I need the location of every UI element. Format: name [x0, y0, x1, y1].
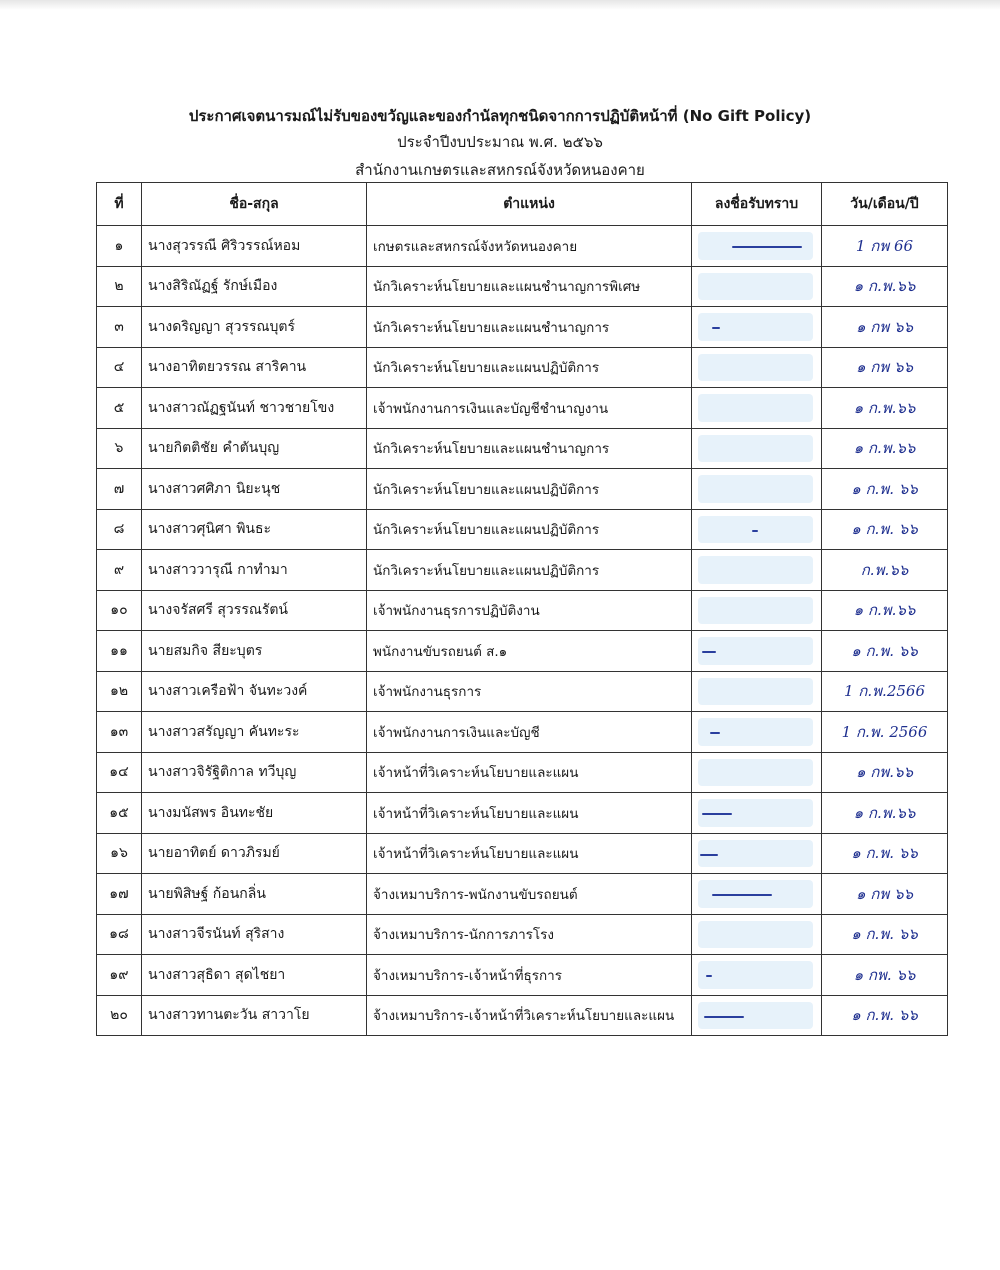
row-position: พนักงานขับรถยนต์ ส.๑	[367, 631, 692, 672]
row-position: จ้างเหมาบริการ-เจ้าหน้าที่วิเคราะห์นโยบายและแผน	[367, 995, 692, 1036]
redacted-signature	[698, 961, 813, 989]
row-number: ๕	[97, 388, 142, 429]
redacted-signature	[698, 435, 813, 463]
row-date: ๑ ก.พ.๖๖	[822, 793, 948, 834]
row-name: นายกิตติชัย คำตันบุญ	[142, 428, 367, 469]
signature-stroke	[702, 651, 716, 653]
row-date: 1 ก.พ.2566	[822, 671, 948, 712]
row-number: ๑๑	[97, 631, 142, 672]
row-number: ๑๕	[97, 793, 142, 834]
row-signature	[692, 388, 822, 429]
row-date: ก.พ.๖๖	[822, 550, 948, 591]
table-row	[97, 266, 948, 307]
row-signature	[692, 874, 822, 915]
table-row	[97, 631, 948, 672]
signature-stroke	[702, 813, 732, 815]
row-number: ๔	[97, 347, 142, 388]
row-number: ๑๐	[97, 590, 142, 631]
row-signature	[692, 469, 822, 510]
row-name: นางสาวสุธิดา สุดไชยา	[142, 955, 367, 996]
signature-stroke	[710, 732, 720, 734]
row-date: ๑ ก.พ.๖๖	[822, 266, 948, 307]
row-number: ๑๙	[97, 955, 142, 996]
row-name: นางอาทิตยวรรณ สาริคาน	[142, 347, 367, 388]
row-date: ๑ กพ. ๖๖	[822, 955, 948, 996]
document-title: ประกาศเจตนารมณ์ไม่รับของขวัญและของกำนัลทุกชนิดจากการปฏิบัติหน้าที่ (No Gift Policy)	[188, 107, 812, 125]
redacted-signature	[698, 678, 813, 706]
row-position: นักวิเคราะห์นโยบายและแผนชำนาญการ	[367, 307, 692, 348]
redacted-signature	[698, 921, 813, 949]
table-row	[97, 833, 948, 874]
row-date: ๑ ก.พ.๖๖	[822, 388, 948, 429]
row-number: ๑๗	[97, 874, 142, 915]
table-row	[97, 955, 948, 996]
table-row	[97, 550, 948, 591]
row-signature	[692, 226, 822, 267]
row-name: นางสาวจีรนันท์ สุริสาง	[142, 914, 367, 955]
row-number: ๙	[97, 550, 142, 591]
row-signature	[692, 671, 822, 712]
row-position: เจ้าพนักงานการเงินและบัญชีชำนาญงาน	[367, 388, 692, 429]
row-name: นางสาวสรัญญา คันทะระ	[142, 712, 367, 753]
table-row	[97, 388, 948, 429]
row-name: นางสาวเครือฟ้า จันทะวงค์	[142, 671, 367, 712]
row-position: นักวิเคราะห์นโยบายและแผนชำนาญการพิเศษ	[367, 266, 692, 307]
signature-stroke	[752, 530, 758, 532]
row-number: ๑๒	[97, 671, 142, 712]
header-name: ชื่อ-สกุล	[142, 183, 367, 226]
table-row	[97, 752, 948, 793]
row-name: นายพิสิษฐ์ ก้อนกลิ่น	[142, 874, 367, 915]
row-signature	[692, 266, 822, 307]
redacted-signature	[698, 556, 813, 584]
row-name: นางดริญญา สุวรรณบุตร์	[142, 307, 367, 348]
row-signature	[692, 914, 822, 955]
row-date: ๑ กพ ๖๖	[822, 874, 948, 915]
table-row	[97, 347, 948, 388]
redacted-signature	[698, 759, 813, 787]
table-row	[97, 469, 948, 510]
row-name: นางสุวรรณี ศิริวรรณ์หอม	[142, 226, 367, 267]
row-position: นักวิเคราะห์นโยบายและแผนชำนาญการ	[367, 428, 692, 469]
row-number: ๒	[97, 266, 142, 307]
row-signature	[692, 631, 822, 672]
header-position: ตำแหน่ง	[367, 183, 692, 226]
row-signature	[692, 509, 822, 550]
table-row	[97, 509, 948, 550]
table-row	[97, 428, 948, 469]
row-name: นางมนัสพร อินทะชัย	[142, 793, 367, 834]
row-name: นายสมกิจ สียะบุตร	[142, 631, 367, 672]
row-signature	[692, 590, 822, 631]
row-name: นางสาวศศิภา นิยะนุช	[142, 469, 367, 510]
table-row	[97, 793, 948, 834]
row-signature	[692, 955, 822, 996]
row-position: เจ้าพนักงานธุรการ	[367, 671, 692, 712]
row-name: นางจรัสศรี สุวรรณรัตน์	[142, 590, 367, 631]
signature-stroke	[712, 327, 720, 329]
row-number: ๑๘	[97, 914, 142, 955]
row-name: นายอาทิตย์ ดาวภิรมย์	[142, 833, 367, 874]
agency-name: สำนักงานเกษตรและสหกรณ์จังหวัดหนองคาย	[355, 161, 645, 179]
row-name: นางสาววารุณี กาทำมา	[142, 550, 367, 591]
row-date: ๑ กพ ๖๖	[822, 347, 948, 388]
row-signature	[692, 428, 822, 469]
row-position: เกษตรและสหกรณ์จังหวัดหนองคาย	[367, 226, 692, 267]
row-position: เจ้าพนักงานการเงินและบัญชี	[367, 712, 692, 753]
row-number: ๗	[97, 469, 142, 510]
header-signature: ลงชื่อรับทราบ	[692, 183, 822, 226]
row-date: ๑ ก.พ. ๖๖	[822, 509, 948, 550]
row-number: ๒๐	[97, 995, 142, 1036]
row-position: นักวิเคราะห์นโยบายและแผนปฏิบัติการ	[367, 347, 692, 388]
row-number: ๑	[97, 226, 142, 267]
row-position: นักวิเคราะห์นโยบายและแผนปฏิบัติการ	[367, 509, 692, 550]
row-date: ๑ ก.พ. ๖๖	[822, 914, 948, 955]
row-date: 1 กพ 66	[822, 226, 948, 267]
row-date: ๑ ก.พ. ๖๖	[822, 631, 948, 672]
row-name: นางสาวณัฏฐนันท์ ชาวชายโขง	[142, 388, 367, 429]
row-date: ๑ ก.พ. ๖๖	[822, 469, 948, 510]
redacted-signature	[698, 354, 813, 382]
row-number: ๘	[97, 509, 142, 550]
document-subtitle: ประจำปีงบประมาณ พ.ศ. ๒๕๖๖	[397, 133, 603, 151]
scan-top-edge	[0, 0, 1000, 10]
redacted-signature	[698, 273, 813, 301]
row-position: นักวิเคราะห์นโยบายและแผนปฏิบัติการ	[367, 469, 692, 510]
row-date: ๑ ก.พ. ๖๖	[822, 995, 948, 1036]
table-row	[97, 995, 948, 1036]
row-signature	[692, 712, 822, 753]
row-number: ๑๔	[97, 752, 142, 793]
row-position: เจ้าหน้าที่วิเคราะห์นโยบายและแผน	[367, 752, 692, 793]
table-row	[97, 712, 948, 753]
row-signature	[692, 752, 822, 793]
row-number: ๖	[97, 428, 142, 469]
signature-stroke	[700, 854, 718, 856]
row-name: นางสิริณัฏฐ์ รักษ์เมือง	[142, 266, 367, 307]
row-date: ๑ กพ ๖๖	[822, 307, 948, 348]
signature-stroke	[706, 975, 712, 977]
table-row	[97, 226, 948, 267]
redacted-signature	[698, 475, 813, 503]
row-signature	[692, 550, 822, 591]
row-signature	[692, 347, 822, 388]
signature-stroke	[704, 1016, 744, 1018]
header-date: วัน/เดือน/ปี	[822, 183, 948, 226]
row-number: ๑๖	[97, 833, 142, 874]
table-row	[97, 874, 948, 915]
row-position: จ้างเหมาบริการ-เจ้าหน้าที่ธุรการ	[367, 955, 692, 996]
redacted-signature	[698, 394, 813, 422]
row-date: ๑ ก.พ. ๖๖	[822, 833, 948, 874]
row-position: เจ้าหน้าที่วิเคราะห์นโยบายและแผน	[367, 793, 692, 834]
row-signature	[692, 995, 822, 1036]
row-position: เจ้าพนักงานธุรการปฏิบัติงาน	[367, 590, 692, 631]
signature-stroke	[732, 246, 802, 248]
row-name: นางสาวทานตะวัน สาวาโย	[142, 995, 367, 1036]
header-no: ที่	[97, 183, 142, 226]
redacted-signature	[698, 597, 813, 625]
row-position: เจ้าหน้าที่วิเคราะห์นโยบายและแผน	[367, 833, 692, 874]
row-signature	[692, 793, 822, 834]
table-row	[97, 307, 948, 348]
row-date: ๑ กพ.๖๖	[822, 752, 948, 793]
table-header-row	[97, 183, 948, 226]
row-signature	[692, 833, 822, 874]
row-number: ๓	[97, 307, 142, 348]
row-name: นางสาวจิรัฐิติกาล ทวีบุญ	[142, 752, 367, 793]
row-position: จ้างเหมาบริการ-พนักงานขับรถยนต์	[367, 874, 692, 915]
table-row	[97, 590, 948, 631]
table-row	[97, 914, 948, 955]
row-position: จ้างเหมาบริการ-นักการภารโรง	[367, 914, 692, 955]
row-date: ๑ ก.พ.๖๖	[822, 428, 948, 469]
acknowledgement-table	[96, 182, 948, 1036]
row-name: นางสาวศุนิศา พินธะ	[142, 509, 367, 550]
signature-stroke	[712, 894, 772, 896]
row-position: นักวิเคราะห์นโยบายและแผนปฏิบัติการ	[367, 550, 692, 591]
row-date: 1 ก.พ. 2566	[822, 712, 948, 753]
row-date: ๑ ก.พ.๖๖	[822, 590, 948, 631]
row-signature	[692, 307, 822, 348]
row-number: ๑๓	[97, 712, 142, 753]
table-row	[97, 671, 948, 712]
